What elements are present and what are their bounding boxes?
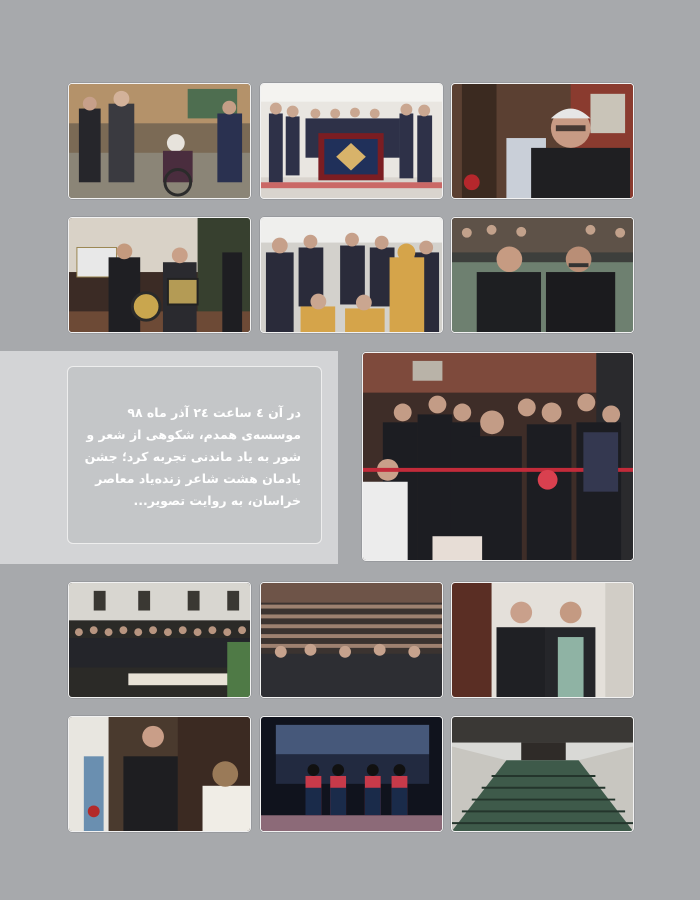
photo-seated-guests <box>451 217 634 333</box>
photo-ribbon-cutting <box>362 352 634 561</box>
photo-man-in-doorway <box>68 716 251 832</box>
photo-elderly-man-glasses <box>451 83 634 199</box>
photo-plaque-presentation <box>68 217 251 333</box>
caption-text: در آن ٤ ساعت ٢٤ آذر ماه ٩٨ موسسه‌ی همدم، شکوهی از شعر و شور به یاد ماندنی تجربه کرد؛ جشن یادمان هشت شاعر زنده‌یاد معاصر خراسان، به روایت تصویر... <box>84 405 301 508</box>
photo-wheelchair-guest <box>68 83 251 199</box>
photo-stage-hostesses <box>260 716 443 832</box>
photo-empty-auditorium <box>451 716 634 832</box>
photo-two-men-doorway <box>451 582 634 698</box>
photo-full-hall-audience <box>260 582 443 698</box>
photo-women-group <box>260 217 443 333</box>
photo-standing-audience <box>68 582 251 698</box>
photo-group-with-rug <box>260 83 443 199</box>
